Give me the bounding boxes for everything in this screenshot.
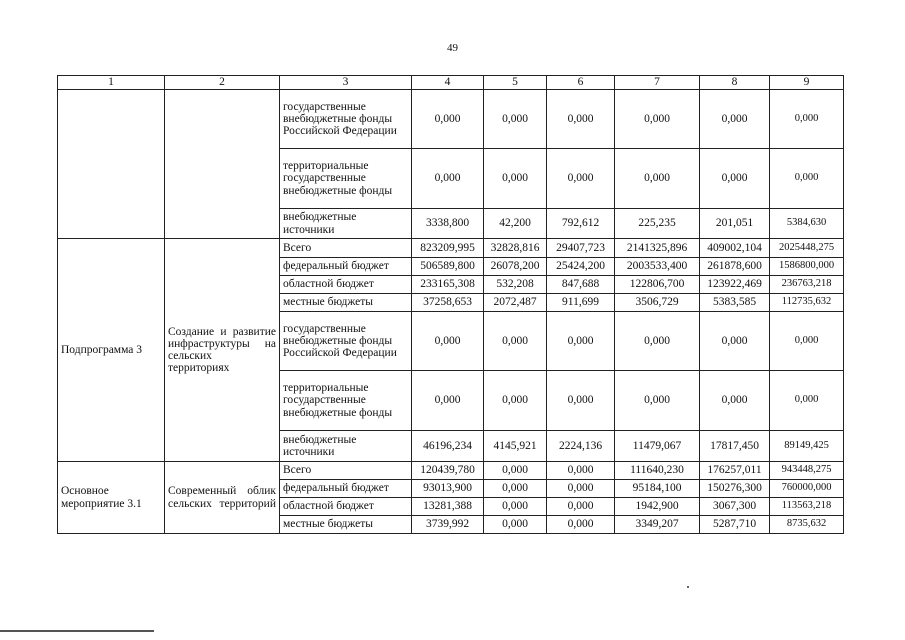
top-title-cell (165, 90, 280, 239)
amount-cell: 2003533,400 (615, 258, 700, 276)
amount-cell: 150276,300 (700, 480, 770, 498)
amount-cell: 0,000 (547, 498, 615, 516)
amount-cell: 37258,653 (412, 294, 484, 312)
amount-cell: 17817,450 (700, 431, 770, 462)
amount-cell: 0,000 (484, 480, 547, 498)
funding-source: местные бюджеты (280, 516, 412, 534)
amount-cell: 0,000 (484, 516, 547, 534)
amount-cell: 0,000 (547, 312, 615, 371)
amount-cell: 5384,630 (770, 209, 844, 239)
amount-cell: 46196,234 (412, 431, 484, 462)
amount-cell: 1586800,000 (770, 258, 844, 276)
amount-cell: 13281,388 (412, 498, 484, 516)
amount-cell: 911,699 (547, 294, 615, 312)
column-header: 8 (700, 76, 770, 90)
measure-name-cell: Основное мероприятие 3.1 (58, 462, 165, 534)
amount-cell: 5383,585 (700, 294, 770, 312)
amount-cell: 0,000 (770, 90, 844, 149)
column-header: 1 (58, 76, 165, 90)
amount-cell: 176257,011 (700, 462, 770, 480)
column-header: 3 (280, 76, 412, 90)
amount-cell: 2141325,896 (615, 239, 700, 258)
amount-cell: 5287,710 (700, 516, 770, 534)
amount-cell: 123922,469 (700, 276, 770, 294)
column-header: 5 (484, 76, 547, 90)
amount-cell: 0,000 (484, 90, 547, 149)
amount-cell: 792,612 (547, 209, 615, 239)
funding-source: территориальные государственные внебюджетные фонды (280, 371, 412, 431)
amount-cell: 236763,218 (770, 276, 844, 294)
funding-source: федеральный бюджет (280, 480, 412, 498)
amount-cell: 3338,800 (412, 209, 484, 239)
amount-cell: 3349,207 (615, 516, 700, 534)
funding-source: Всего (280, 239, 412, 258)
amount-cell: 112735,632 (770, 294, 844, 312)
amount-cell: 0,000 (770, 371, 844, 431)
amount-cell: 0,000 (547, 516, 615, 534)
amount-cell: 26078,200 (484, 258, 547, 276)
amount-cell: 532,208 (484, 276, 547, 294)
amount-cell: 1942,900 (615, 498, 700, 516)
amount-cell: 0,000 (412, 90, 484, 149)
amount-cell: 943448,275 (770, 462, 844, 480)
amount-cell: 3067,300 (700, 498, 770, 516)
amount-cell: 0,000 (484, 498, 547, 516)
amount-cell: 0,000 (547, 90, 615, 149)
stray-mark (687, 586, 689, 588)
amount-cell: 201,051 (700, 209, 770, 239)
funding-source: Всего (280, 462, 412, 480)
amount-cell: 0,000 (484, 312, 547, 371)
funding-source: областной бюджет (280, 498, 412, 516)
amount-cell: 233165,308 (412, 276, 484, 294)
amount-cell: 89149,425 (770, 431, 844, 462)
amount-cell: 0,000 (484, 371, 547, 431)
amount-cell: 113563,218 (770, 498, 844, 516)
amount-cell: 2025448,275 (770, 239, 844, 258)
amount-cell: 0,000 (770, 149, 844, 209)
amount-cell: 0,000 (412, 149, 484, 209)
amount-cell: 3739,992 (412, 516, 484, 534)
amount-cell: 4145,921 (484, 431, 547, 462)
funding-source: внебюджетные источники (280, 209, 412, 239)
amount-cell: 0,000 (700, 90, 770, 149)
funding-source: территориальные государственные внебюджетные фонды (280, 149, 412, 209)
column-header: 2 (165, 76, 280, 90)
column-header: 9 (770, 76, 844, 90)
amount-cell: 847,688 (547, 276, 615, 294)
amount-cell: 3506,729 (615, 294, 700, 312)
amount-cell: 32828,816 (484, 239, 547, 258)
amount-cell: 506589,800 (412, 258, 484, 276)
amount-cell: 409002,104 (700, 239, 770, 258)
amount-cell: 2072,487 (484, 294, 547, 312)
funding-source: местные бюджеты (280, 294, 412, 312)
column-header: 7 (615, 76, 700, 90)
amount-cell: 0,000 (615, 149, 700, 209)
amount-cell: 42,200 (484, 209, 547, 239)
budget-table (57, 75, 844, 534)
funding-source: областной бюджет (280, 276, 412, 294)
amount-cell: 0,000 (700, 371, 770, 431)
amount-cell: 0,000 (412, 371, 484, 431)
amount-cell: 2224,136 (547, 431, 615, 462)
amount-cell: 0,000 (547, 371, 615, 431)
amount-cell: 225,235 (615, 209, 700, 239)
amount-cell: 0,000 (700, 149, 770, 209)
amount-cell: 95184,100 (615, 480, 700, 498)
amount-cell: 0,000 (547, 462, 615, 480)
amount-cell: 0,000 (700, 312, 770, 371)
page-number: 49 (447, 42, 458, 54)
scan-edge-line (0, 630, 154, 632)
amount-cell: 0,000 (547, 149, 615, 209)
amount-cell: 760000,000 (770, 480, 844, 498)
amount-cell: 0,000 (770, 312, 844, 371)
column-header: 6 (547, 76, 615, 90)
amount-cell: 261878,600 (700, 258, 770, 276)
amount-cell: 0,000 (615, 90, 700, 149)
funding-source: внебюджетные источники (280, 431, 412, 462)
amount-cell: 0,000 (484, 149, 547, 209)
funding-source: государственные внебюджетные фонды Российской Федерации (280, 90, 412, 149)
amount-cell: 8735,632 (770, 516, 844, 534)
amount-cell: 120439,780 (412, 462, 484, 480)
table-row (58, 90, 844, 149)
amount-cell: 0,000 (615, 312, 700, 371)
program-name-cell: Подпрограмма 3 (58, 239, 165, 462)
funding-source: федеральный бюджет (280, 258, 412, 276)
column-header: 4 (412, 76, 484, 90)
amount-cell: 11479,067 (615, 431, 700, 462)
amount-cell: 25424,200 (547, 258, 615, 276)
amount-cell: 0,000 (484, 462, 547, 480)
amount-cell: 823209,995 (412, 239, 484, 258)
table-row (58, 462, 844, 480)
amount-cell: 93013,900 (412, 480, 484, 498)
funding-source: государственные внебюджетные фонды Российской Федерации (280, 312, 412, 371)
top-name-cell (58, 90, 165, 239)
amount-cell: 122806,700 (615, 276, 700, 294)
header-row (58, 76, 844, 90)
table-row (58, 239, 844, 258)
measure-title-cell: Современный облик сельских территорий (165, 462, 280, 534)
program-title-cell: Создание и развитие инфраструктуры на сельских территориях (165, 239, 280, 462)
amount-cell: 0,000 (615, 371, 700, 431)
amount-cell: 0,000 (412, 312, 484, 371)
amount-cell: 29407,723 (547, 239, 615, 258)
amount-cell: 111640,230 (615, 462, 700, 480)
amount-cell: 0,000 (547, 480, 615, 498)
